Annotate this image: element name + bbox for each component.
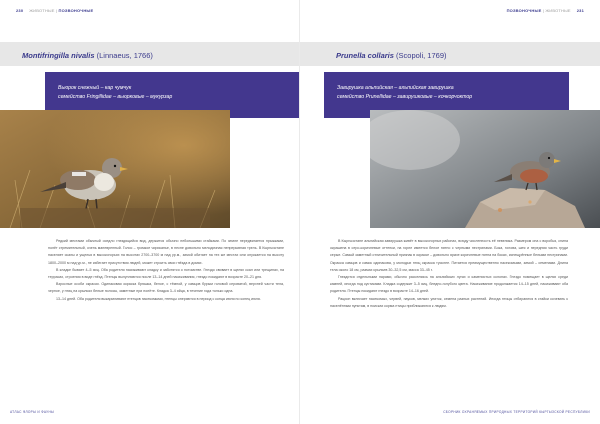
left-family-name: семейство Fringillidae – вьюрковые – мукурзар: [58, 94, 173, 100]
left-common-name: Вьюрок снежный – кар чумчук: [58, 85, 132, 91]
right-common-name: Завирушка альпийская – альпийская завирушка: [337, 85, 454, 91]
right-species-title: [336, 51, 447, 60]
right-family-name: семейство Prunellidae – завирушковые – кочкорчоктор: [337, 94, 473, 100]
right-species-latin: Prunella collaris: [336, 51, 394, 60]
left-paragraph: 13–14 дней. Оба родителя выкармливают птенцов насекомыми, птенцы оперяются в период с конца июня по конец июля.: [56, 296, 261, 301]
left-running-head-subsection: ПОЗВОНОЧНЫЕ: [58, 8, 94, 13]
left-paragraph: Редкий местами обычный оседло гнездящийся вид, держится обычно небольшими стайками. По земле передвигается прыжками, полёт стремительный, очень маневренный. Голос – громкое чириканье, в песне довольно мелодичная непрерывная трель. В Кыргызстане населяет скалы и ущелья в высокогорьях на высотах 2700–3700 м над ур.м., зимой обитает на тех же местах или опускается на высоту 1800–2000 м над ур.м., не избегает присутствия людей, может строить свои гнёзда в домах.: [48, 239, 284, 265]
right-paragraph: В Кыргызстане альпийская завирушка живёт в высокогорных районах, всюду численность её невелика. Размером она с воробья, спина окрашена в серо-коричневые оттенки, на горле имеется белое пятно с черными пестринами. Бока, голова, шея и передняя часть груди серые. Самый заметный отличительный признак в окраске – довольно яркие коричневые пятна на боках, испещрённые белыми пестринами. Окраска самцов и самок одинакова, у молодых птиц окраска тусклее. Питается преимущественно насекомыми, зимой – семенами. Длина тела около 18 см, размах крыльев 30–32,5 см, масса 33–45 г.: [330, 239, 568, 272]
right-running-head-subsection: ЖИВОТНЫЕ: [545, 8, 571, 13]
left-body-text: [48, 238, 284, 303]
left-bird-photo: [0, 110, 230, 228]
right-page: [300, 0, 600, 424]
left-species-title: [22, 51, 153, 60]
left-footer: АТЛАС ФЛОРЫ И ФАУНЫ: [10, 410, 55, 414]
right-bird-photo: [370, 110, 600, 228]
right-species-author: (Scopoli, 1769): [396, 51, 447, 60]
right-body-text: [330, 238, 568, 310]
left-running-head-section: ЖИВОТНЫЕ: [29, 8, 55, 13]
left-species-latin: Montifringilla nivalis: [22, 51, 95, 60]
right-paragraph: Гнездится отдельными парами, обычно расселяясь на альпийских лугах и каменистых склонах. Гнездо помещает в щелях среди камней, иногда под кустиками. Кладка содержит 3–5 яиц, бледно-голубого цвета. Насиживание продолжается 14–15 дней, насиживают оба родителя. Птенцы покидают гнездо в возрасте 14–16 дней.: [330, 275, 568, 294]
right-running-head: ПОЗВОНОЧНЫЕ | ЖИВОТНЫЕ 231: [506, 8, 584, 13]
left-paragraph: Взрослые особи окраски. Одинаковая окраска брюшка, белое, с тёмной, у самцов бурым головой сероватой, верхней части тела, черное, у птиц на крыльях белые полосы, заметные при полёте. Кладка 3–4 яйца, в течение года только одна.: [48, 282, 284, 294]
left-running-head: 230 ЖИВОТНЫЕ | ПОЗВОНОЧНЫЕ: [16, 8, 94, 13]
left-page-number: 230: [16, 8, 24, 13]
right-footer: СБОРНИК ОХРАНЯЕМЫХ ПРИРОДНЫХ ТЕРРИТОРИЙ КЫРГЫЗСКОЙ РЕСПУБЛИКИ: [443, 410, 590, 414]
left-species-author: (Linnaeus, 1766): [96, 51, 153, 60]
left-paragraph: В кладке бывает 4–5 яиц. Оба родителя насиживают кладку и заботятся о потомстве. Гнездо свивает в щелях скал или трещинах, на террасах, строения в виде гнёзд. Птенцы вылупляются после 13–14 дней насиживания, гнездо покидают в возрасте 20–21 дня.: [48, 267, 284, 280]
right-running-head-section: ПОЗВОНОЧНЫЕ: [506, 8, 542, 13]
right-paragraph: Рацион включает насекомых, червей, пауков, мелких улиток, семена разных растений. Иногда птицы отбираются в стайки кочевать к населённым пунктам, в поисках корма птицы приближаются к людям.: [330, 296, 568, 308]
right-page-number: 231: [576, 8, 584, 13]
